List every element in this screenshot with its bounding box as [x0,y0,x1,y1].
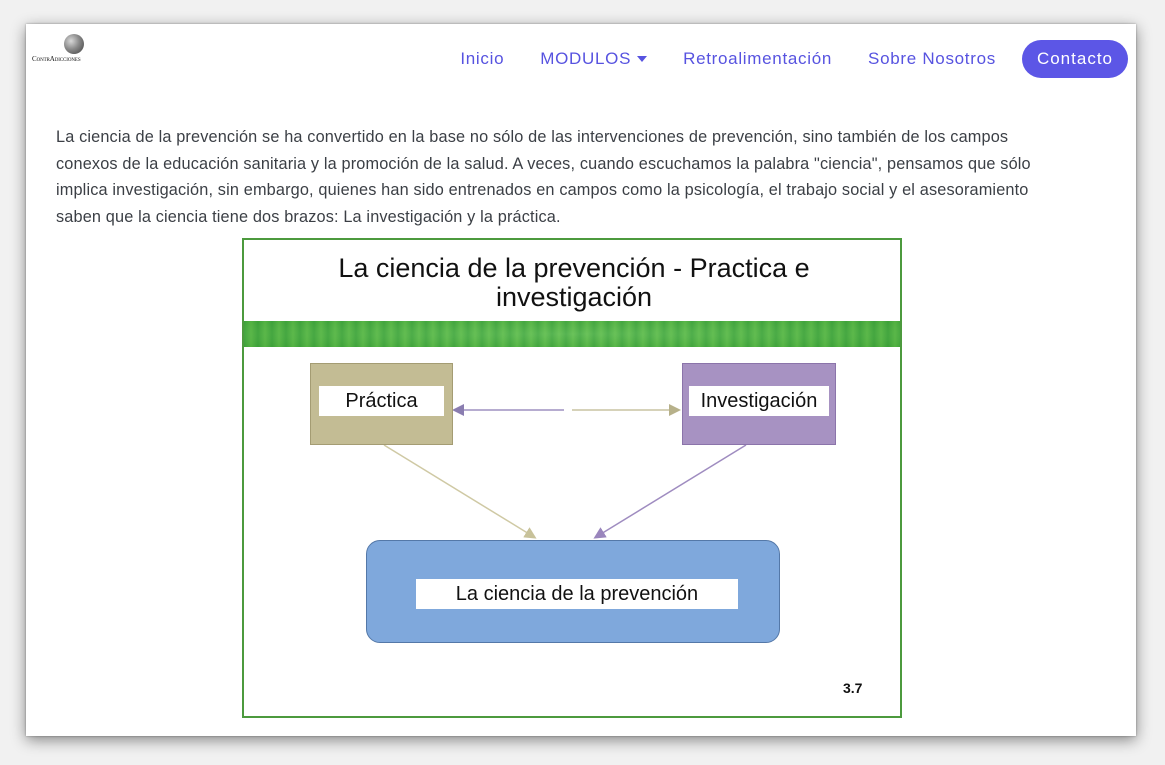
caret-down-icon [637,56,647,62]
slide-image [242,238,902,718]
page [26,24,1136,736]
nav-sobre-label: Sobre Nosotros [868,49,996,68]
arrow-investigacion-to-ciencia [596,445,746,537]
nav-modulos-label: MODULOS [540,49,632,68]
logo-icon [64,34,84,54]
intro-paragraph: La ciencia de la prevención se ha convertido en la base no sólo de las intervenciones de prevención, sino también de los campos conexos de la educación sanitaria y la promoción de la salud. A veces, cuando escuchamos la palabra "ciencia", pensamos que sólo implica investigación, sin embargo, quienes han sido entrenados en campos como la psicología, el trabajo social y el asesoramiento saben que la ciencia tiene dos brazos: La investigación y la práctica. [56,128,1031,226]
contacto-button[interactable] [1022,40,1128,78]
slide-title: La ciencia de la prevención - Practica e investigación [338,253,810,312]
slide-number: 3.7 [843,680,863,696]
investigacion-box [682,363,836,445]
contacto-label: Contacto [1036,49,1113,68]
ciencia-label: La ciencia de la prevención [416,579,738,609]
main-nav [424,40,1128,78]
diagram-arrows [244,240,900,716]
investigacion-label: Investigación [689,386,829,416]
logo[interactable] [32,34,122,70]
ciencia-box [366,540,780,643]
nav-sobre-nosotros[interactable] [868,49,996,69]
nav-inicio[interactable] [460,49,504,69]
nav-retroalimentacion[interactable] [683,49,832,69]
nav-retro-label: Retroalimentación [683,49,833,68]
nav-inicio-label: Inicio [460,49,505,68]
logo-text: ContrAdicciones [32,55,81,63]
practica-box [310,363,453,445]
arrow-practica-to-ciencia [384,445,534,537]
practica-label: Práctica [319,386,444,416]
nav-modulos-dropdown[interactable] [540,49,647,69]
